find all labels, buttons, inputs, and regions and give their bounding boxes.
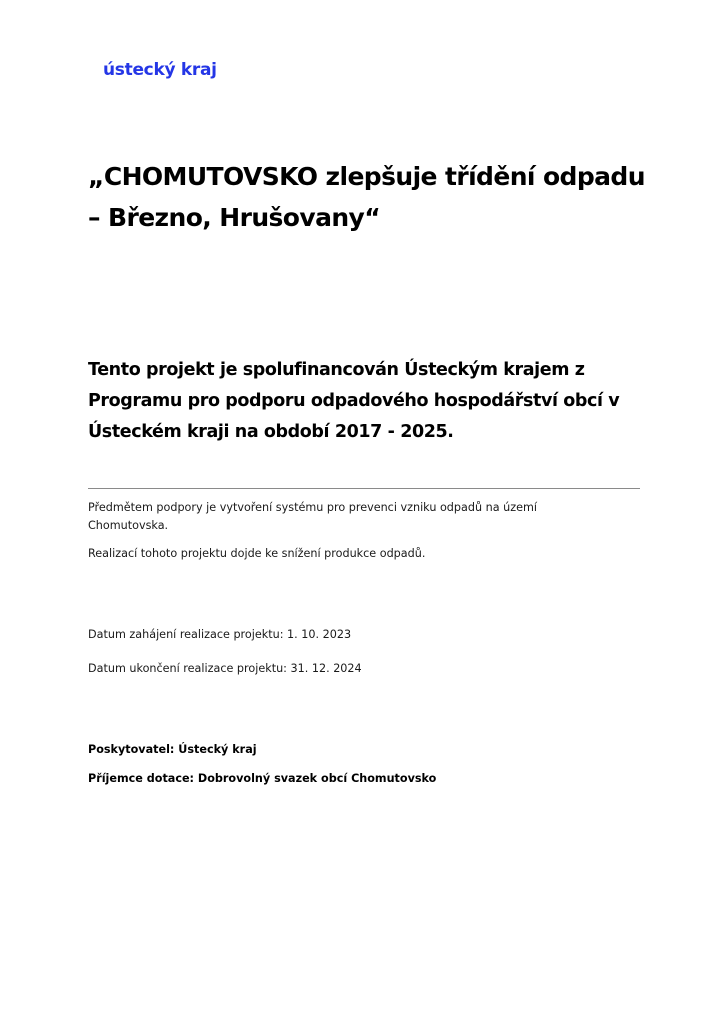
project-start-date: Datum zahájení realizace projektu: 1. 10. 2023: [88, 628, 352, 641]
ustecky-kraj-logo: ústecký kraj: [103, 60, 217, 80]
project-end-date: Datum ukončení realizace projektu: 31. 12. 2024: [88, 662, 362, 675]
project-outcome-paragraph: Realizací tohoto projektu dojde ke snížení produkce odpadů.: [88, 547, 426, 560]
recipient-line: Příjemce dotace: Dobrovolný svazek obcí Chomutovsko: [88, 772, 437, 785]
divider-line: [88, 488, 640, 489]
document-title: „CHOMUTOVSKO zlepšuje třídění odpadu – Březno, Hrušovany“: [88, 162, 645, 232]
support-subject-paragraph: Předmětem podpory je vytvoření systému pro prevenci vzniku odpadů na území Chomutovska.: [88, 501, 537, 532]
provider-line: Poskytovatel: Ústecký kraj: [88, 743, 257, 756]
cofinancing-statement: Tento projekt je spolufinancován Ústeckým krajem z Programu pro podporu odpadového hospodářství obcí v Ústeckém kraji na období 2017 - 2025.: [88, 360, 620, 442]
